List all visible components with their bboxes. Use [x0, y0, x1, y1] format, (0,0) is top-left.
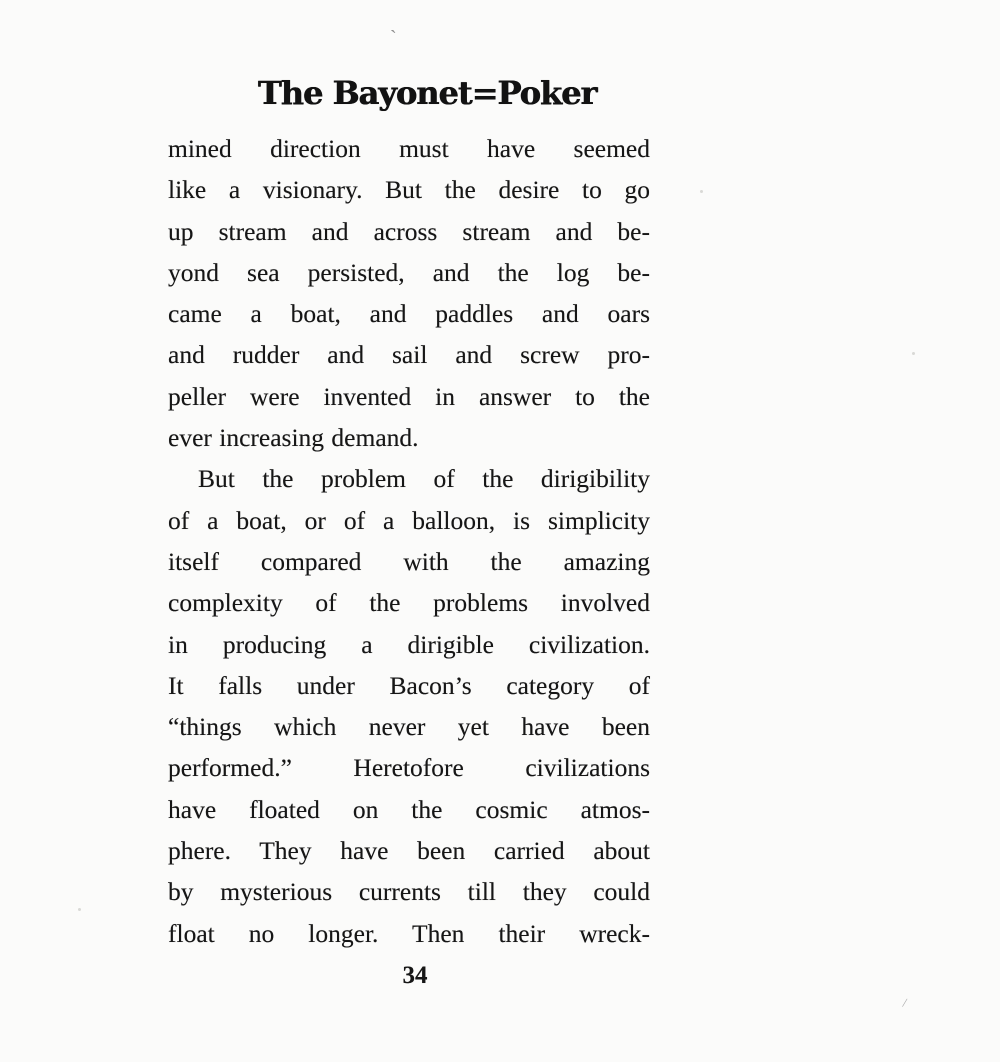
text-line: came a boat, and paddles and oars [168, 299, 650, 329]
text-line: up stream and across stream and be- [168, 216, 650, 246]
text-line: and rudder and sail and screw pro- [168, 340, 650, 370]
scan-speck [700, 190, 703, 193]
text-line: It falls under Bacon’s category of [168, 670, 650, 700]
text-line: But the problem of the dirigibility [198, 464, 650, 494]
scan-artifact-mark: ` [390, 27, 397, 49]
text-line: performed.” Heretofore civilizations [168, 753, 650, 783]
page-number: 34 [402, 962, 428, 989]
body-text [168, 128, 650, 954]
text-line: ever increasing demand. [168, 423, 419, 453]
text-line: “things which never yet have been [168, 712, 650, 742]
text-line: yond sea persisted, and the log be- [168, 257, 650, 287]
text-line: like a visionary. But the desire to go [168, 175, 650, 205]
text-line: of a boat, or of a balloon, is simplicity [168, 505, 650, 535]
text-line: by mysterious currents till they could [168, 877, 650, 907]
scan-speck [78, 908, 81, 911]
scan-speck [912, 352, 915, 355]
text-line: have floated on the cosmic atmos- [168, 794, 650, 824]
running-head: The Bayonet=Poker [257, 74, 597, 112]
text-line: mined direction must have seemed [168, 134, 650, 163]
text-line: itself compared with the amazing [168, 546, 650, 576]
text-line: phere. They have been carried about [168, 836, 650, 866]
text-line: in producing a dirigible civilization. [168, 629, 650, 659]
text-line: complexity of the problems involved [168, 588, 650, 618]
scan-artifact-mark: / [901, 994, 909, 1011]
text-line: peller were invented in answer to the [168, 381, 650, 411]
text-line: float no longer. Then their wreck- [168, 918, 650, 948]
